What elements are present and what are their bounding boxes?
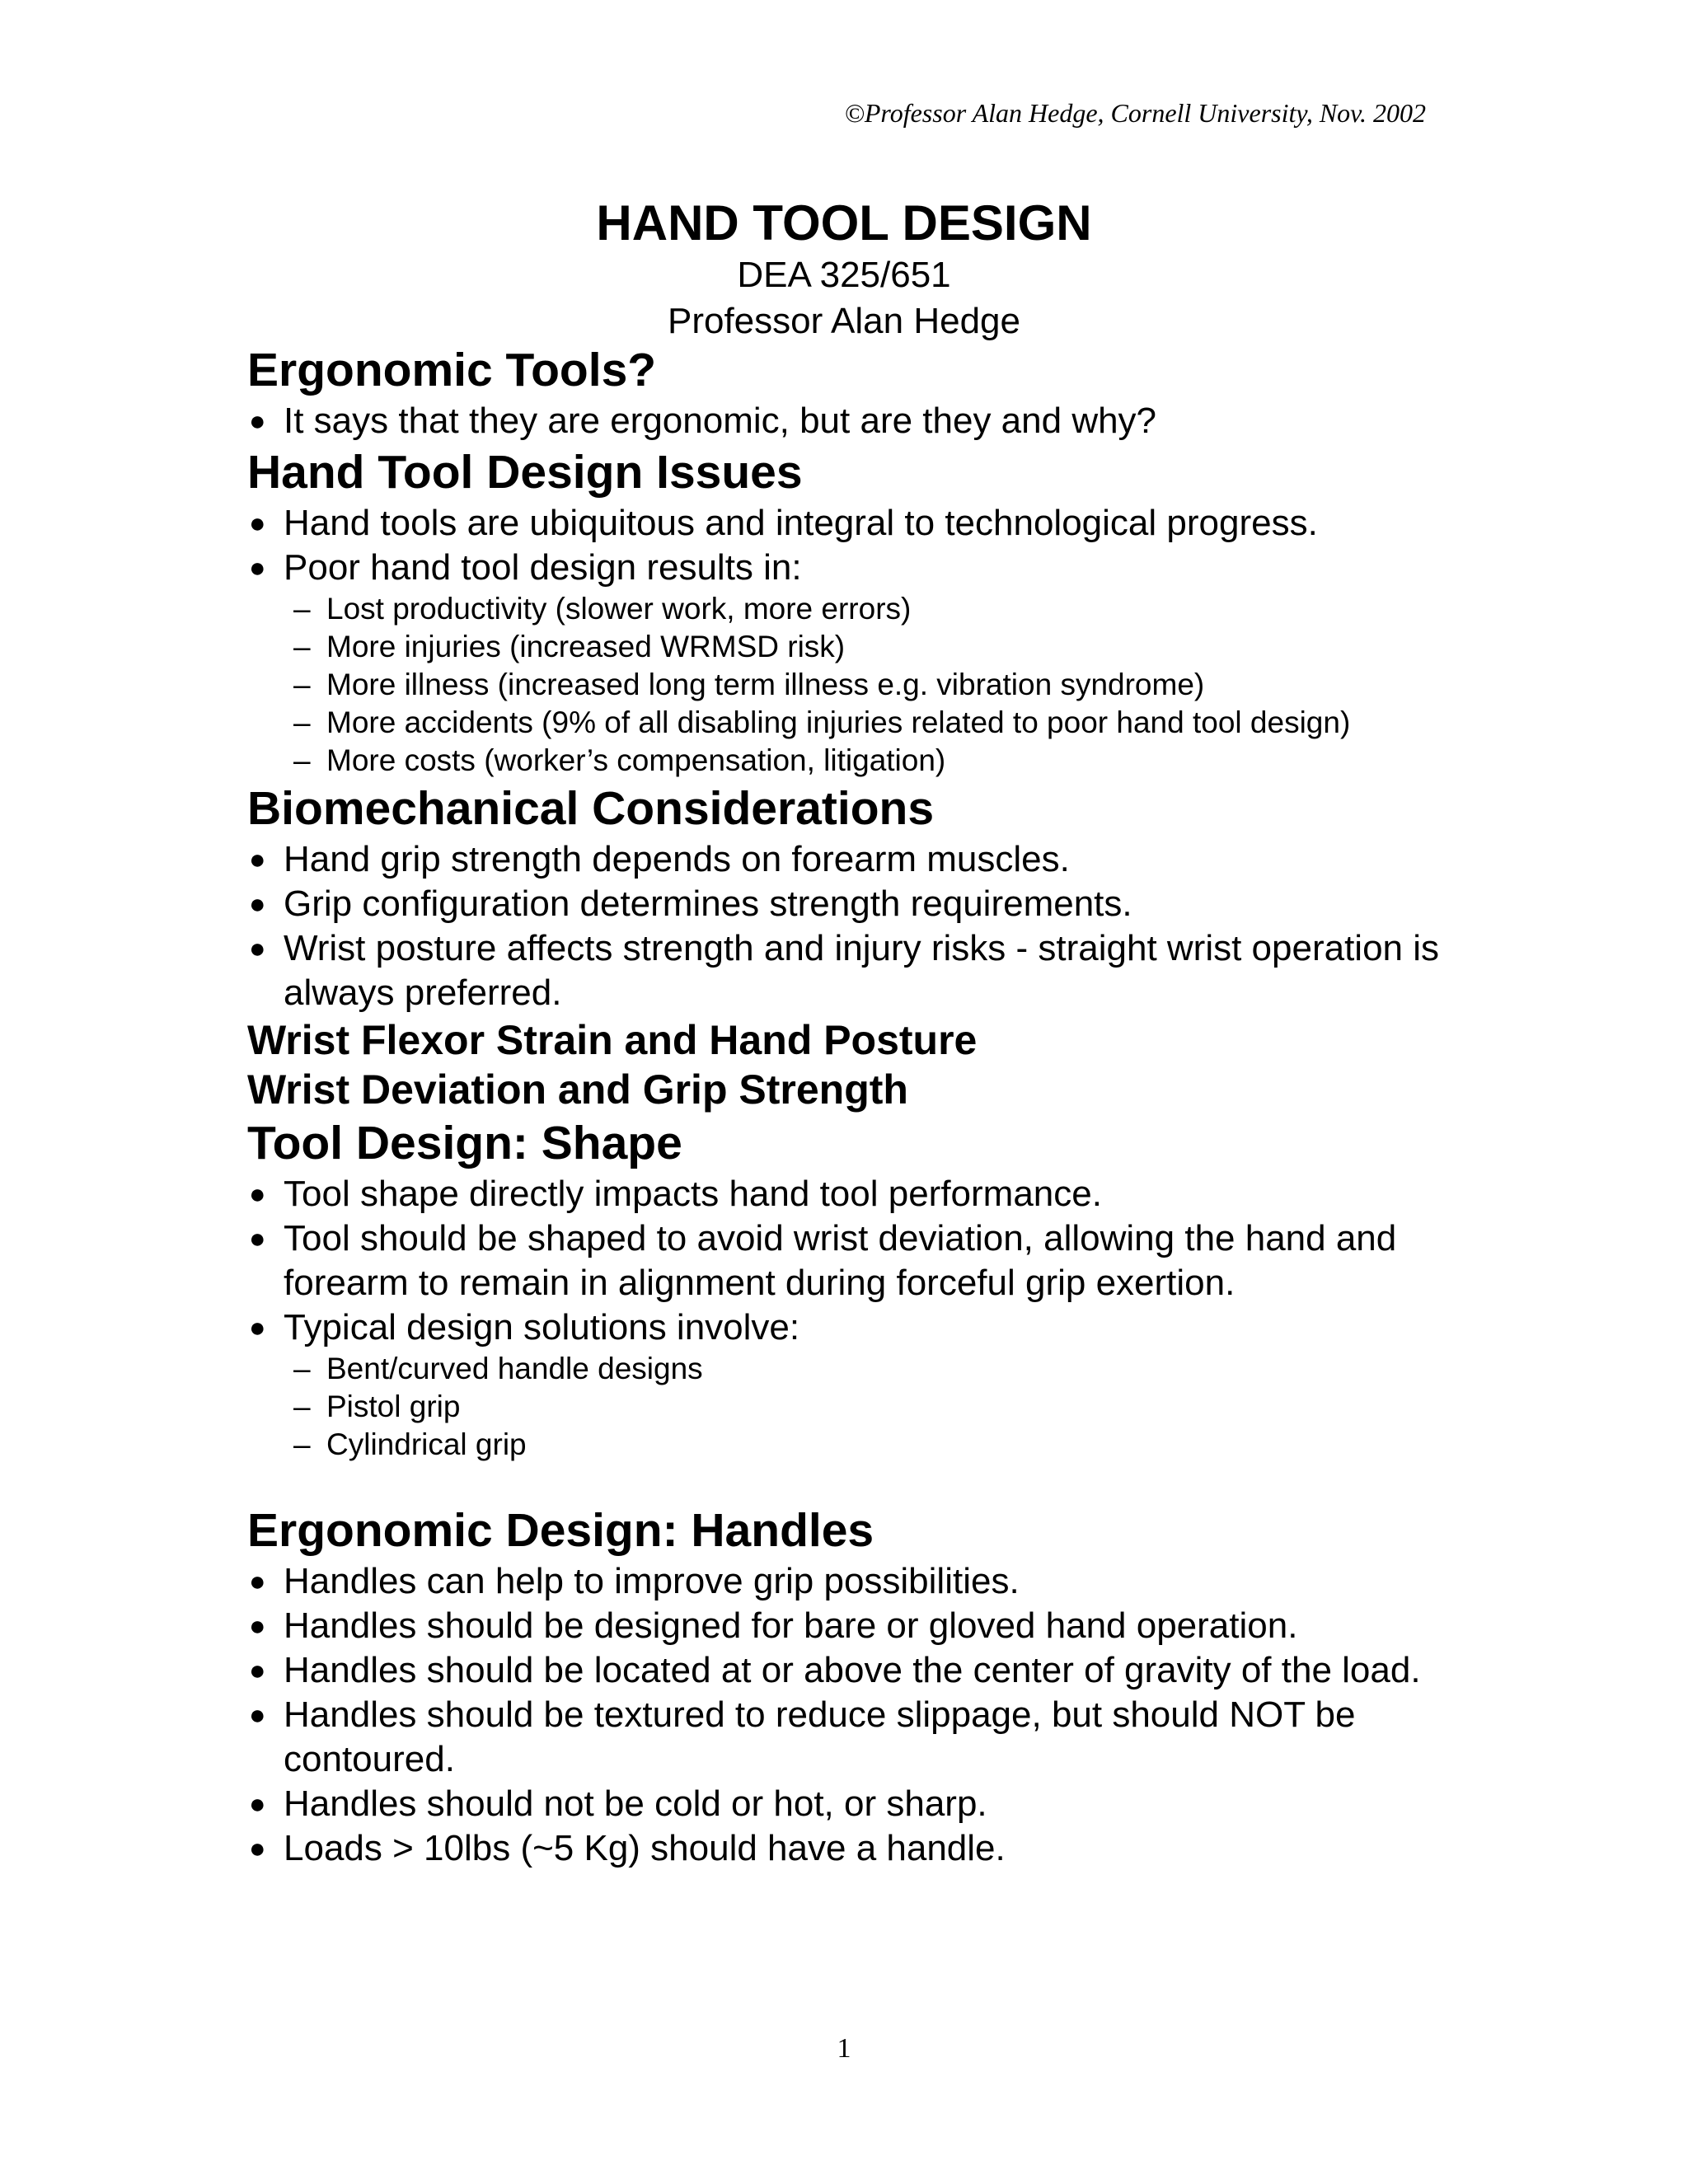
dash-icon: – — [293, 705, 311, 739]
bullet-list — [247, 501, 1459, 590]
sub-item-text: Cylindrical grip — [326, 1427, 527, 1461]
sub-item — [293, 1388, 1459, 1426]
bullet-text: Handles should be textured to reduce slippage, but should NOT be contoured. — [284, 1694, 1356, 1779]
bullet-icon: ● — [249, 405, 266, 437]
bullet-text: It says that they are ergonomic, but are they and why? — [284, 401, 1157, 441]
bullet-icon: ● — [249, 1312, 266, 1343]
document-title: HAND TOOL DESIGN — [596, 195, 1092, 251]
sub-item-text: Pistol grip — [326, 1390, 461, 1423]
bullet-icon: ● — [249, 552, 266, 583]
section-heading-design-issues: Hand Tool Design Issues — [247, 446, 803, 499]
bullet-icon: ● — [249, 1833, 266, 1864]
bullet-item — [247, 882, 1459, 926]
sub-item-text: More accidents (9% of all disabling injuries related to poor hand tool design) — [326, 705, 1351, 739]
bullet-icon: ● — [249, 1788, 266, 1820]
bullet-text: Tool shape directly impacts hand tool performance. — [284, 1174, 1102, 1214]
sub-item-text: More costs (worker’s compensation, litigation) — [326, 743, 946, 777]
bullet-list — [247, 837, 1459, 1015]
bullet-item — [247, 1216, 1459, 1305]
document-body — [247, 341, 1459, 1871]
bullet-text: Hand grip strength depends on forearm muscles. — [284, 839, 1070, 879]
bullet-icon: ● — [249, 1655, 266, 1686]
bullet-list — [247, 1559, 1459, 1871]
bullet-list — [247, 399, 1459, 443]
sub-item — [293, 628, 1459, 666]
copyright-notice: ©Professor Alan Hedge, Cornell University, Nov. 2002 — [844, 98, 1426, 128]
dash-icon: – — [293, 1352, 311, 1385]
bullet-item — [247, 1559, 1459, 1604]
section-heading-wrist-flexor: Wrist Flexor Strain and Hand Posture — [247, 1017, 978, 1063]
bullet-icon: ● — [249, 1566, 266, 1597]
dash-icon: – — [293, 1427, 311, 1461]
sub-item — [293, 590, 1459, 628]
bullet-text: Poor hand tool design results in: — [284, 547, 802, 588]
bullet-icon: ● — [249, 1699, 266, 1731]
bullet-item — [247, 837, 1459, 882]
bullet-list — [247, 1172, 1459, 1350]
sub-item — [293, 704, 1459, 742]
bullet-item — [247, 1172, 1459, 1216]
sub-item — [293, 1426, 1459, 1464]
sub-item-text: Lost productivity (slower work, more errors) — [326, 592, 912, 626]
section-heading-tool-shape: Tool Design: Shape — [247, 1117, 682, 1169]
bullet-item — [247, 399, 1459, 443]
page-number: 1 — [837, 2033, 851, 2064]
section-heading-handles: Ergonomic Design: Handles — [247, 1504, 874, 1557]
sub-item-text: Bent/curved handle designs — [326, 1352, 703, 1385]
sub-list — [247, 1350, 1459, 1464]
title-block — [0, 194, 1688, 344]
dash-icon: – — [293, 592, 311, 626]
sub-item — [293, 666, 1459, 704]
bullet-text: Wrist posture affects strength and injury risks - straight wrist operation is always preferred. — [284, 928, 1440, 1013]
bullet-item — [247, 1693, 1459, 1782]
bullet-item — [247, 926, 1459, 1015]
bullet-item — [247, 1782, 1459, 1826]
bullet-icon: ● — [249, 1223, 266, 1254]
bullet-text: Grip configuration determines strength requirements. — [284, 883, 1132, 924]
bullet-item — [247, 1305, 1459, 1350]
sub-item — [293, 1350, 1459, 1388]
bullet-icon: ● — [249, 888, 266, 920]
bullet-text: Handles should be located at or above the center of gravity of the load. — [284, 1650, 1421, 1690]
bullet-icon: ● — [249, 508, 266, 539]
dash-icon: – — [293, 743, 311, 777]
dash-icon: – — [293, 668, 311, 701]
sub-list — [247, 590, 1459, 780]
bullet-item — [247, 1826, 1459, 1871]
author-name: Professor Alan Hedge — [667, 301, 1021, 341]
sub-item-text: More illness (increased long term illness e.g. vibration syndrome) — [326, 668, 1205, 701]
section-heading-ergonomic-tools: Ergonomic Tools? — [247, 344, 657, 396]
bullet-icon: ● — [249, 1179, 266, 1210]
section-heading-wrist-deviation: Wrist Deviation and Grip Strength — [247, 1066, 908, 1113]
dash-icon: – — [293, 630, 311, 663]
sub-item-text: More injuries (increased WRMSD risk) — [326, 630, 846, 663]
sub-item — [293, 742, 1459, 780]
bullet-item — [247, 501, 1459, 546]
bullet-text: Loads > 10lbs (~5 Kg) should have a handle. — [284, 1828, 1006, 1868]
bullet-text: Handles should not be cold or hot, or sharp. — [284, 1783, 987, 1824]
bullet-text: Typical design solutions involve: — [284, 1307, 800, 1347]
bullet-icon: ● — [249, 844, 266, 875]
bullet-text: Tool should be shaped to avoid wrist deviation, allowing the hand and forearm to remain in alignment during forceful grip exertion. — [284, 1218, 1397, 1303]
bullet-text: Handles can help to improve grip possibilities. — [284, 1561, 1020, 1601]
course-code: DEA 325/651 — [737, 255, 951, 295]
bullet-icon: ● — [249, 1610, 266, 1642]
bullet-item — [247, 1648, 1459, 1693]
bullet-text: Hand tools are ubiquitous and integral to technological progress. — [284, 503, 1318, 543]
dash-icon: – — [293, 1390, 311, 1423]
bullet-item — [247, 546, 1459, 590]
bullet-item — [247, 1604, 1459, 1648]
bullet-icon: ● — [249, 933, 266, 964]
bullet-text: Handles should be designed for bare or gloved hand operation. — [284, 1605, 1298, 1646]
section-heading-biomechanical: Biomechanical Considerations — [247, 782, 935, 835]
